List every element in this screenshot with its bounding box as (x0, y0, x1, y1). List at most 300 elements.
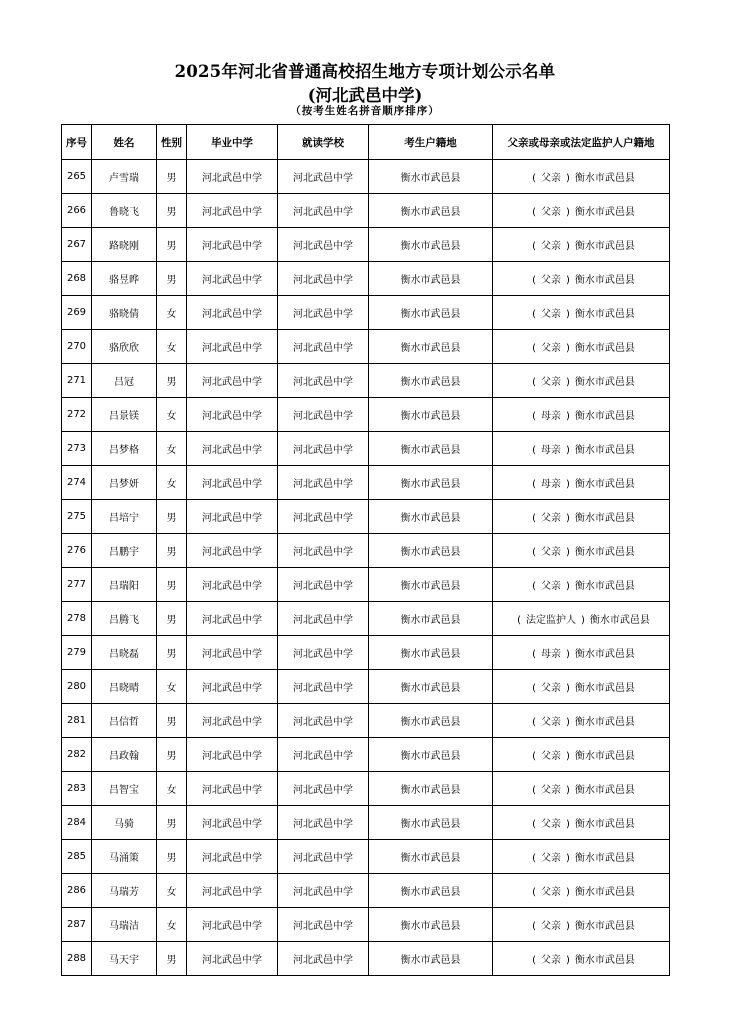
table-header-row (62, 125, 670, 160)
cell-grad-school: 河北武邑中学 (187, 160, 278, 194)
cell-hukou: 衡水市武邑县 (369, 500, 493, 534)
guardian-hukou: 衡水市武邑县 (574, 513, 635, 524)
cell-seq: 279 (62, 636, 92, 670)
open-paren: ( (532, 751, 536, 762)
guardian-hukou: 衡水市武邑县 (574, 547, 635, 558)
cell-name: 吕信哲 (92, 704, 157, 738)
cell-guardian-hukou (493, 466, 670, 500)
cell-hukou: 衡水市武邑县 (369, 534, 493, 568)
cell-grad-school: 河北武邑中学 (187, 602, 278, 636)
cell-seq: 266 (62, 194, 92, 228)
cell-guardian-hukou (493, 398, 670, 432)
open-paren: ( (532, 717, 536, 728)
cell-hukou: 衡水市武邑县 (369, 330, 493, 364)
guardian-hukou: 衡水市武邑县 (574, 751, 635, 762)
cell-guardian-hukou (493, 228, 670, 262)
cell-grad-school: 河北武邑中学 (187, 364, 278, 398)
cell-name: 马瑞芳 (92, 874, 157, 908)
cell-grad-school: 河北武邑中学 (187, 534, 278, 568)
cell-study-school: 河北武邑中学 (278, 160, 369, 194)
cell-seq: 271 (62, 364, 92, 398)
cell-hukou: 衡水市武邑县 (369, 738, 493, 772)
close-paren: ) (566, 683, 570, 694)
cell-grad-school: 河北武邑中学 (187, 194, 278, 228)
cell-hukou: 衡水市武邑县 (369, 704, 493, 738)
cell-grad-school: 河北武邑中学 (187, 670, 278, 704)
open-paren: ( (532, 785, 536, 796)
cell-grad-school: 河北武邑中学 (187, 432, 278, 466)
cell-gender: 男 (157, 738, 187, 772)
open-paren: ( (532, 955, 536, 966)
table-row (62, 262, 670, 296)
cell-name: 骆晓倩 (92, 296, 157, 330)
guardian-type: 母亲 (541, 445, 561, 456)
cell-grad-school: 河北武邑中学 (187, 806, 278, 840)
cell-guardian-hukou (493, 738, 670, 772)
close-paren: ) (566, 887, 570, 898)
guardian-hukou: 衡水市武邑县 (574, 955, 635, 966)
table-row (62, 364, 670, 398)
guardian-hukou: 衡水市武邑县 (574, 343, 635, 354)
open-paren: ( (532, 547, 536, 558)
guardian-type: 父亲 (541, 785, 561, 796)
cell-name: 吕冠 (92, 364, 157, 398)
close-paren: ) (566, 173, 570, 184)
guardian-hukou: 衡水市武邑县 (574, 717, 635, 728)
cell-gender: 女 (157, 908, 187, 942)
close-paren: ) (566, 921, 570, 932)
table-row (62, 942, 670, 976)
guardian-type: 父亲 (541, 819, 561, 830)
cell-name: 路晓刚 (92, 228, 157, 262)
guardian-hukou: 衡水市武邑县 (574, 649, 635, 660)
guardian-hukou: 衡水市武邑县 (574, 275, 635, 286)
cell-grad-school: 河北武邑中学 (187, 568, 278, 602)
cell-seq: 283 (62, 772, 92, 806)
guardian-type: 父亲 (541, 343, 561, 354)
open-paren: ( (532, 513, 536, 524)
guardian-hukou: 衡水市武邑县 (574, 887, 635, 898)
open-paren: ( (532, 275, 536, 286)
open-paren: ( (532, 173, 536, 184)
cell-grad-school: 河北武邑中学 (187, 908, 278, 942)
header-guardian-hukou: 父亲或母亲或法定监护人户籍地 (493, 125, 670, 160)
cell-gender: 男 (157, 262, 187, 296)
guardian-hukou: 衡水市武邑县 (574, 819, 635, 830)
cell-study-school: 河北武邑中学 (278, 874, 369, 908)
cell-grad-school: 河北武邑中学 (187, 704, 278, 738)
guardian-type: 母亲 (541, 411, 561, 422)
cell-guardian-hukou (493, 500, 670, 534)
sort-note: （按考生姓名拼音顺序排序） (290, 105, 440, 117)
cell-seq: 270 (62, 330, 92, 364)
cell-guardian-hukou (493, 296, 670, 330)
cell-study-school: 河北武邑中学 (278, 194, 369, 228)
cell-guardian-hukou (493, 806, 670, 840)
cell-study-school: 河北武邑中学 (278, 398, 369, 432)
guardian-type: 法定监护人 (526, 615, 576, 626)
cell-study-school: 河北武邑中学 (278, 228, 369, 262)
guardian-type: 父亲 (541, 207, 561, 218)
guardian-type: 父亲 (541, 955, 561, 966)
cell-hukou: 衡水市武邑县 (369, 636, 493, 670)
cell-gender: 男 (157, 228, 187, 262)
open-paren: ( (532, 683, 536, 694)
cell-study-school: 河北武邑中学 (278, 636, 369, 670)
cell-grad-school: 河北武邑中学 (187, 738, 278, 772)
cell-hukou: 衡水市武邑县 (369, 432, 493, 466)
cell-name: 马骑 (92, 806, 157, 840)
cell-guardian-hukou (493, 636, 670, 670)
cell-hukou: 衡水市武邑县 (369, 194, 493, 228)
cell-seq: 280 (62, 670, 92, 704)
cell-hukou: 衡水市武邑县 (369, 296, 493, 330)
cell-grad-school: 河北武邑中学 (187, 500, 278, 534)
close-paren: ) (566, 207, 570, 218)
cell-study-school: 河北武邑中学 (278, 432, 369, 466)
table-row (62, 160, 670, 194)
document-subtitle: (河北武邑中学) (307, 86, 423, 105)
table-row (62, 228, 670, 262)
cell-seq: 285 (62, 840, 92, 874)
cell-seq: 268 (62, 262, 92, 296)
close-paren: ) (566, 853, 570, 864)
header-gender: 性别 (157, 125, 187, 160)
table-row (62, 670, 670, 704)
cell-guardian-hukou (493, 602, 670, 636)
cell-guardian-hukou (493, 840, 670, 874)
open-paren: ( (532, 921, 536, 932)
cell-seq: 277 (62, 568, 92, 602)
table-row (62, 874, 670, 908)
cell-hukou: 衡水市武邑县 (369, 602, 493, 636)
cell-gender: 女 (157, 296, 187, 330)
close-paren: ) (566, 547, 570, 558)
cell-seq: 265 (62, 160, 92, 194)
cell-grad-school: 河北武邑中学 (187, 398, 278, 432)
cell-name: 马瑞洁 (92, 908, 157, 942)
cell-gender: 女 (157, 432, 187, 466)
close-paren: ) (566, 649, 570, 660)
guardian-type: 父亲 (541, 309, 561, 320)
cell-seq: 272 (62, 398, 92, 432)
cell-gender: 男 (157, 160, 187, 194)
cell-study-school: 河北武邑中学 (278, 262, 369, 296)
table-row (62, 840, 670, 874)
cell-hukou: 衡水市武邑县 (369, 840, 493, 874)
cell-name: 吕梦格 (92, 432, 157, 466)
open-paren: ( (517, 615, 521, 626)
cell-guardian-hukou (493, 262, 670, 296)
cell-hukou: 衡水市武邑县 (369, 466, 493, 500)
open-paren: ( (532, 853, 536, 864)
cell-name: 吕晓晴 (92, 670, 157, 704)
open-paren: ( (532, 309, 536, 320)
cell-gender: 男 (157, 840, 187, 874)
cell-gender: 男 (157, 194, 187, 228)
guardian-hukou: 衡水市武邑县 (574, 785, 635, 796)
guardian-type: 父亲 (541, 581, 561, 592)
close-paren: ) (566, 241, 570, 252)
cell-study-school: 河北武邑中学 (278, 534, 369, 568)
cell-guardian-hukou (493, 874, 670, 908)
cell-gender: 女 (157, 670, 187, 704)
cell-gender: 男 (157, 704, 187, 738)
cell-study-school: 河北武邑中学 (278, 670, 369, 704)
cell-hukou: 衡水市武邑县 (369, 670, 493, 704)
guardian-type: 父亲 (541, 683, 561, 694)
cell-gender: 男 (157, 500, 187, 534)
close-paren: ) (566, 751, 570, 762)
guardian-type: 父亲 (541, 173, 561, 184)
close-paren: ) (566, 513, 570, 524)
guardian-type: 母亲 (541, 649, 561, 660)
open-paren: ( (532, 377, 536, 388)
table-row (62, 194, 670, 228)
cell-seq: 282 (62, 738, 92, 772)
guardian-hukou: 衡水市武邑县 (574, 411, 635, 422)
document-title: 2025年河北省普通高校招生地方专项计划公示名单 (174, 62, 556, 81)
cell-study-school: 河北武邑中学 (278, 296, 369, 330)
cell-gender: 男 (157, 364, 187, 398)
close-paren: ) (566, 581, 570, 592)
cell-study-school: 河北武邑中学 (278, 704, 369, 738)
close-paren: ) (566, 343, 570, 354)
cell-study-school: 河北武邑中学 (278, 500, 369, 534)
table-row (62, 568, 670, 602)
header-study-school: 就读学校 (278, 125, 369, 160)
cell-name: 吕培宁 (92, 500, 157, 534)
guardian-type: 父亲 (541, 547, 561, 558)
guardian-type: 父亲 (541, 241, 561, 252)
cell-guardian-hukou (493, 568, 670, 602)
cell-gender: 男 (157, 602, 187, 636)
guardian-hukou: 衡水市武邑县 (574, 445, 635, 456)
cell-guardian-hukou (493, 330, 670, 364)
cell-name: 马涌策 (92, 840, 157, 874)
table-row (62, 704, 670, 738)
cell-study-school: 河北武邑中学 (278, 466, 369, 500)
cell-seq: 274 (62, 466, 92, 500)
cell-seq: 267 (62, 228, 92, 262)
close-paren: ) (566, 309, 570, 320)
cell-seq: 281 (62, 704, 92, 738)
cell-name: 吕政翰 (92, 738, 157, 772)
table-row (62, 296, 670, 330)
cell-hukou: 衡水市武邑县 (369, 228, 493, 262)
cell-name: 骆昱晔 (92, 262, 157, 296)
cell-seq: 278 (62, 602, 92, 636)
cell-guardian-hukou (493, 432, 670, 466)
roster-table (61, 124, 670, 976)
cell-gender: 女 (157, 772, 187, 806)
cell-seq: 275 (62, 500, 92, 534)
cell-guardian-hukou (493, 772, 670, 806)
cell-gender: 男 (157, 534, 187, 568)
close-paren: ) (566, 411, 570, 422)
table-row (62, 602, 670, 636)
close-paren: ) (566, 445, 570, 456)
open-paren: ( (532, 445, 536, 456)
table-row (62, 330, 670, 364)
cell-study-school: 河北武邑中学 (278, 908, 369, 942)
guardian-hukou: 衡水市武邑县 (574, 581, 635, 592)
cell-name: 吕智宝 (92, 772, 157, 806)
cell-gender: 女 (157, 330, 187, 364)
open-paren: ( (532, 207, 536, 218)
open-paren: ( (532, 581, 536, 592)
cell-gender: 男 (157, 806, 187, 840)
open-paren: ( (532, 343, 536, 354)
close-paren: ) (566, 275, 570, 286)
cell-guardian-hukou (493, 670, 670, 704)
guardian-hukou: 衡水市武邑县 (574, 479, 635, 490)
cell-grad-school: 河北武邑中学 (187, 262, 278, 296)
cell-gender: 女 (157, 466, 187, 500)
guardian-type: 父亲 (541, 853, 561, 864)
cell-grad-school: 河北武邑中学 (187, 636, 278, 670)
cell-guardian-hukou (493, 908, 670, 942)
table-row (62, 398, 670, 432)
cell-study-school: 河北武邑中学 (278, 806, 369, 840)
open-paren: ( (532, 649, 536, 660)
cell-gender: 男 (157, 636, 187, 670)
cell-gender: 男 (157, 568, 187, 602)
cell-name: 吕梦妍 (92, 466, 157, 500)
table-row (62, 500, 670, 534)
cell-hukou: 衡水市武邑县 (369, 806, 493, 840)
cell-study-school: 河北武邑中学 (278, 738, 369, 772)
cell-grad-school: 河北武邑中学 (187, 228, 278, 262)
cell-hukou: 衡水市武邑县 (369, 942, 493, 976)
close-paren: ) (566, 955, 570, 966)
cell-hukou: 衡水市武邑县 (369, 262, 493, 296)
guardian-type: 母亲 (541, 479, 561, 490)
close-paren: ) (566, 785, 570, 796)
guardian-hukou: 衡水市武邑县 (574, 377, 635, 388)
cell-seq: 276 (62, 534, 92, 568)
cell-study-school: 河北武邑中学 (278, 840, 369, 874)
cell-guardian-hukou (493, 364, 670, 398)
header-seq: 序号 (62, 125, 92, 160)
guardian-type: 父亲 (541, 751, 561, 762)
guardian-hukou: 衡水市武邑县 (589, 615, 650, 626)
cell-name: 吕晓磊 (92, 636, 157, 670)
guardian-type: 父亲 (541, 275, 561, 286)
cell-hukou: 衡水市武邑县 (369, 568, 493, 602)
cell-seq: 288 (62, 942, 92, 976)
open-paren: ( (532, 887, 536, 898)
cell-grad-school: 河北武邑中学 (187, 942, 278, 976)
table-row (62, 772, 670, 806)
cell-guardian-hukou (493, 160, 670, 194)
close-paren: ) (566, 479, 570, 490)
cell-name: 马天宇 (92, 942, 157, 976)
guardian-type: 父亲 (541, 717, 561, 728)
guardian-type: 父亲 (541, 513, 561, 524)
cell-grad-school: 河北武邑中学 (187, 772, 278, 806)
cell-seq: 287 (62, 908, 92, 942)
close-paren: ) (566, 717, 570, 728)
cell-name: 骆欣欣 (92, 330, 157, 364)
cell-study-school: 河北武邑中学 (278, 568, 369, 602)
table-row (62, 534, 670, 568)
header-name: 姓名 (92, 125, 157, 160)
table-row (62, 432, 670, 466)
open-paren: ( (532, 819, 536, 830)
cell-gender: 女 (157, 398, 187, 432)
close-paren: ) (566, 377, 570, 388)
open-paren: ( (532, 411, 536, 422)
cell-grad-school: 河北武邑中学 (187, 840, 278, 874)
cell-gender: 男 (157, 942, 187, 976)
guardian-hukou: 衡水市武邑县 (574, 207, 635, 218)
table-row (62, 466, 670, 500)
cell-grad-school: 河北武邑中学 (187, 466, 278, 500)
cell-hukou: 衡水市武邑县 (369, 160, 493, 194)
cell-name: 吕腾飞 (92, 602, 157, 636)
roster-body (62, 160, 670, 976)
guardian-type: 父亲 (541, 921, 561, 932)
guardian-type: 父亲 (541, 887, 561, 898)
cell-name: 吕景镁 (92, 398, 157, 432)
guardian-hukou: 衡水市武邑县 (574, 853, 635, 864)
open-paren: ( (532, 479, 536, 490)
close-paren: ) (581, 615, 585, 626)
guardian-hukou: 衡水市武邑县 (574, 173, 635, 184)
cell-study-school: 河北武邑中学 (278, 942, 369, 976)
cell-guardian-hukou (493, 704, 670, 738)
cell-guardian-hukou (493, 194, 670, 228)
cell-study-school: 河北武邑中学 (278, 602, 369, 636)
table-row (62, 806, 670, 840)
cell-hukou: 衡水市武邑县 (369, 364, 493, 398)
close-paren: ) (566, 819, 570, 830)
table-row (62, 738, 670, 772)
header-hukou: 考生户籍地 (369, 125, 493, 160)
cell-name: 吕鹏宇 (92, 534, 157, 568)
cell-hukou: 衡水市武邑县 (369, 398, 493, 432)
table-row (62, 908, 670, 942)
cell-study-school: 河北武邑中学 (278, 772, 369, 806)
cell-grad-school: 河北武邑中学 (187, 330, 278, 364)
cell-name: 鲁晓飞 (92, 194, 157, 228)
cell-seq: 269 (62, 296, 92, 330)
header-grad-school: 毕业中学 (187, 125, 278, 160)
cell-seq: 273 (62, 432, 92, 466)
guardian-hukou: 衡水市武邑县 (574, 683, 635, 694)
cell-hukou: 衡水市武邑县 (369, 908, 493, 942)
cell-seq: 286 (62, 874, 92, 908)
cell-hukou: 衡水市武邑县 (369, 772, 493, 806)
cell-guardian-hukou (493, 534, 670, 568)
cell-name: 卢雪瑞 (92, 160, 157, 194)
guardian-hukou: 衡水市武邑县 (574, 921, 635, 932)
table-row (62, 636, 670, 670)
cell-hukou: 衡水市武邑县 (369, 874, 493, 908)
guardian-type: 父亲 (541, 377, 561, 388)
cell-seq: 284 (62, 806, 92, 840)
cell-name: 吕瑞阳 (92, 568, 157, 602)
cell-study-school: 河北武邑中学 (278, 364, 369, 398)
cell-grad-school: 河北武邑中学 (187, 296, 278, 330)
cell-grad-school: 河北武邑中学 (187, 874, 278, 908)
cell-guardian-hukou (493, 942, 670, 976)
cell-gender: 女 (157, 874, 187, 908)
guardian-hukou: 衡水市武邑县 (574, 241, 635, 252)
open-paren: ( (532, 241, 536, 252)
guardian-hukou: 衡水市武邑县 (574, 309, 635, 320)
